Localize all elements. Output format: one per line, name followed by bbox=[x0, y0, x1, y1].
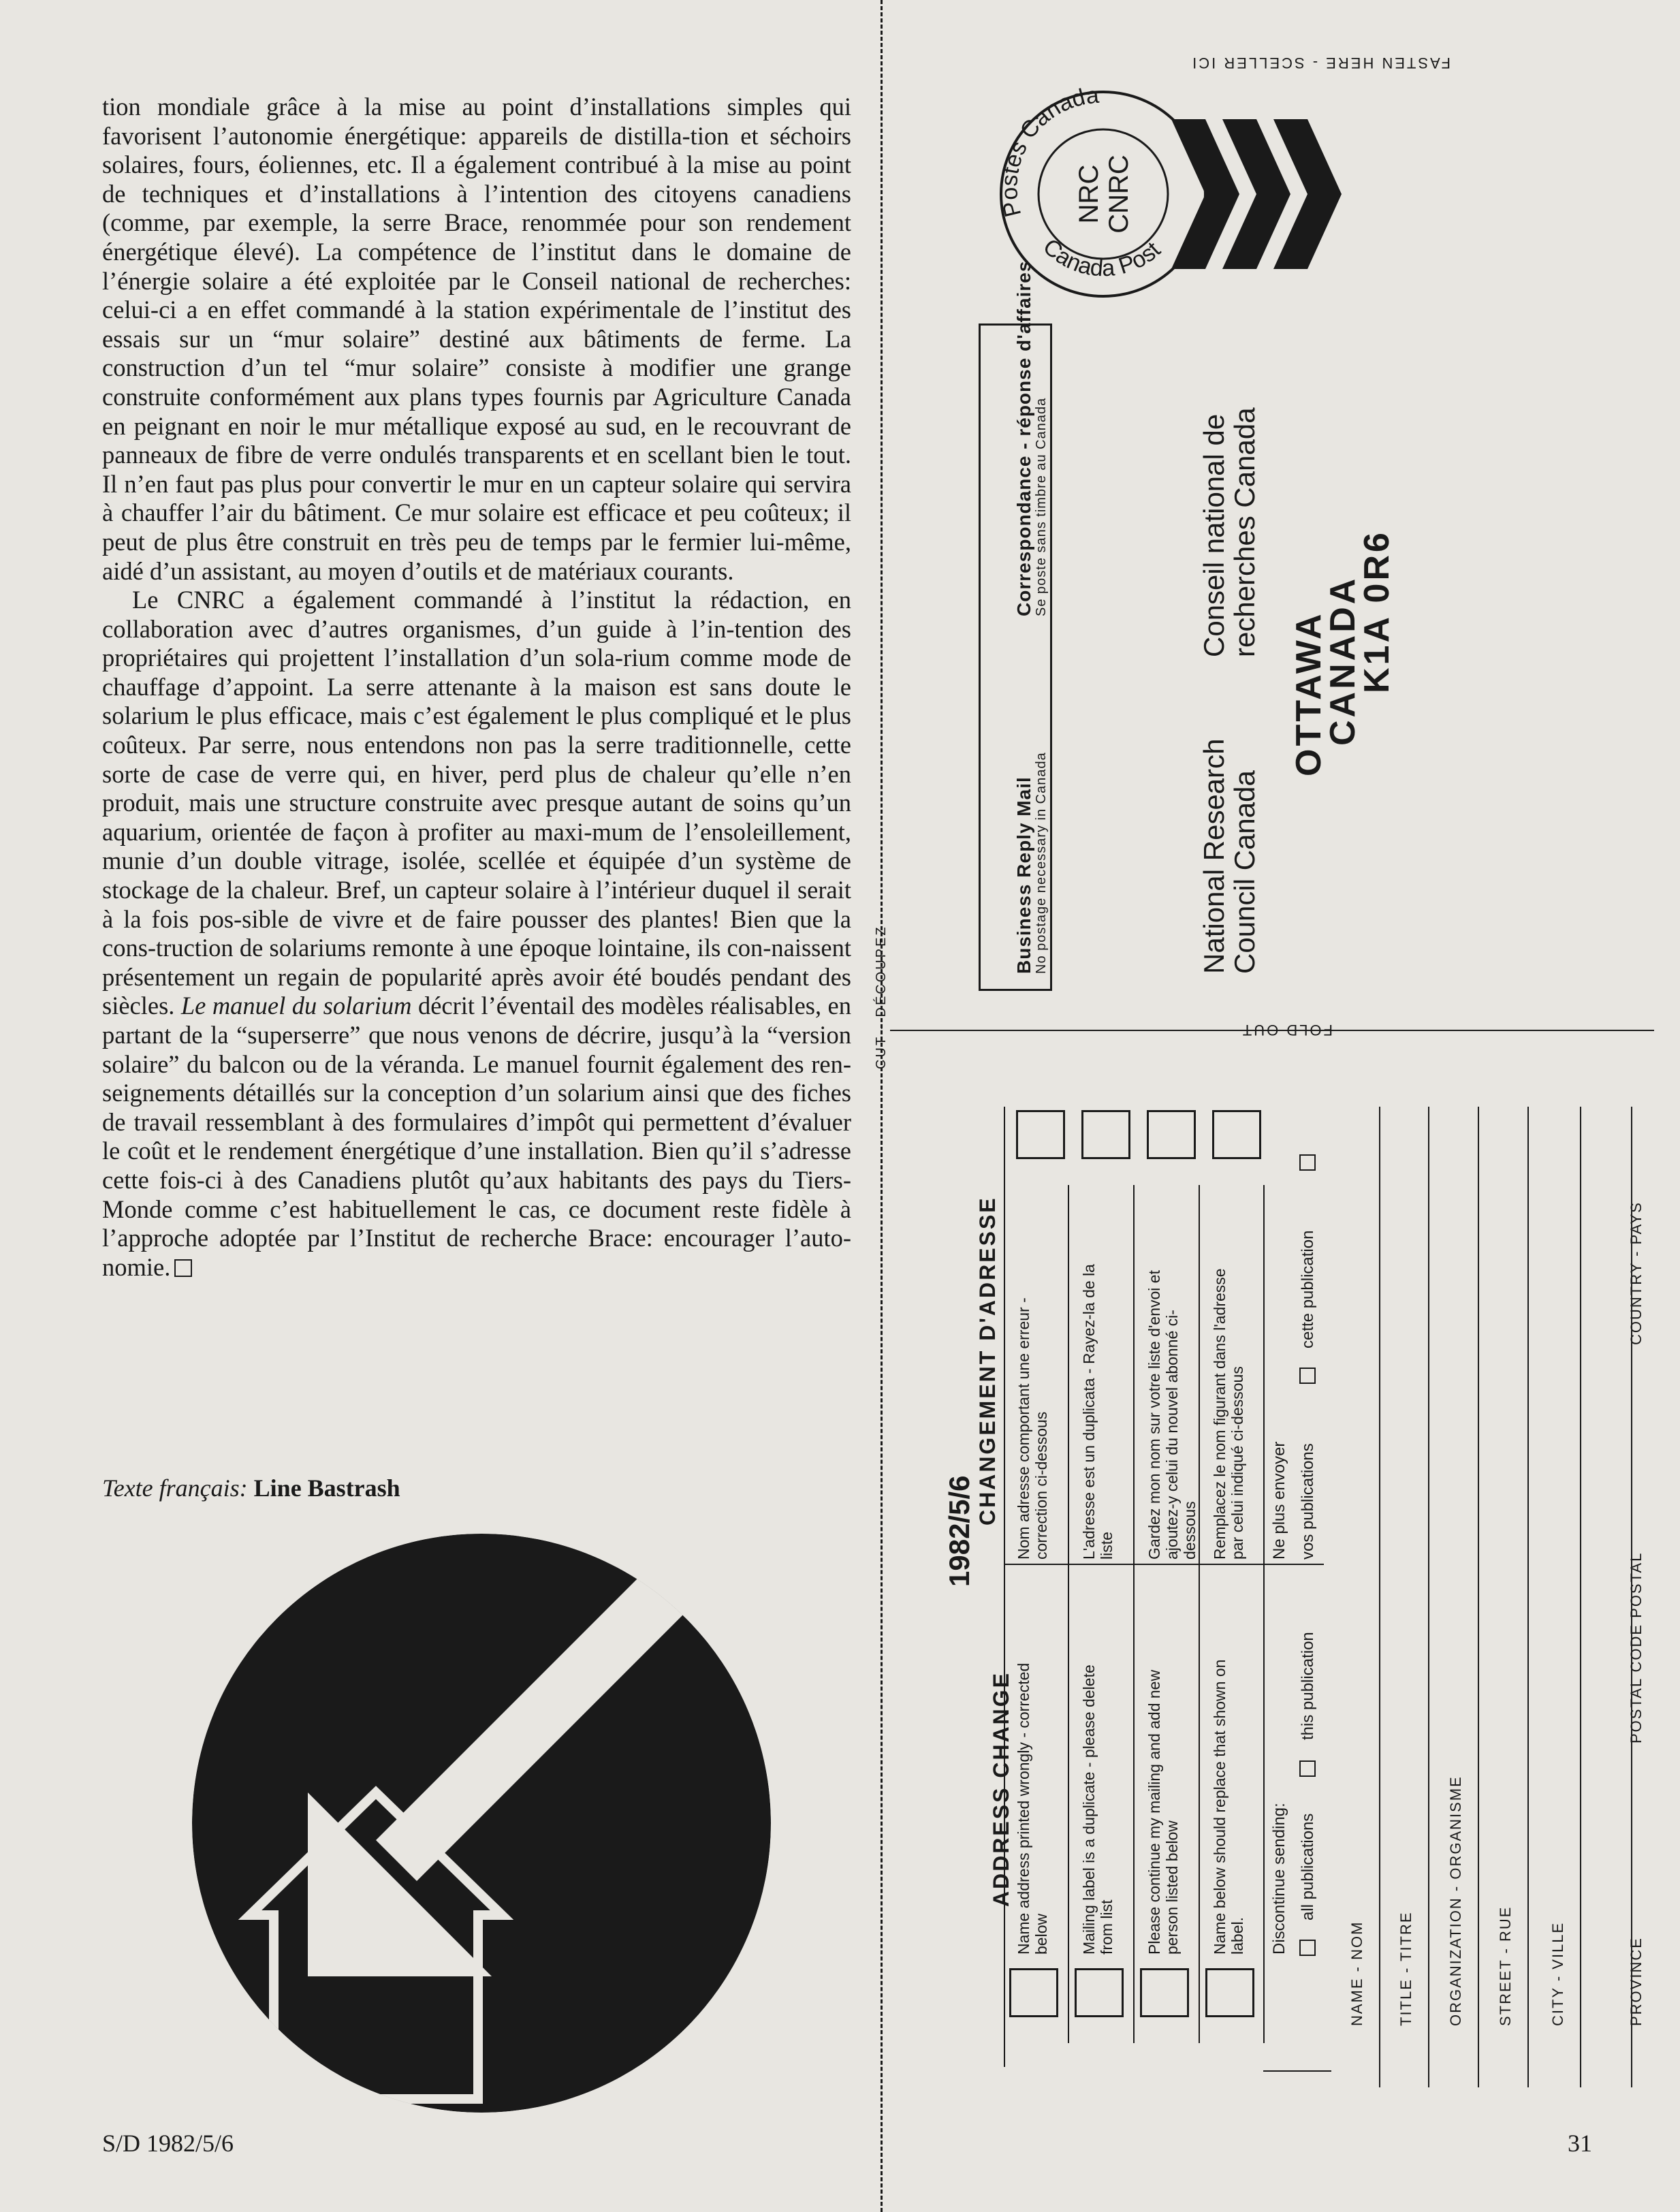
field-city-line[interactable] bbox=[1580, 1107, 1581, 2087]
checkbox-all-publications[interactable] bbox=[1299, 1940, 1316, 1956]
stamp-nrc: NRC bbox=[1074, 164, 1104, 224]
paragraph-2-part-2: décrit l’éventail des modèles réalisables, en partant de la “superserre” que nous venons de décrire, jusqu’à la “version solaire” du balcon ou de la véranda. Le manuel fournit également des ren-seignements détaillés sur la conception d’un solarium ainsi que des fiches de travail ressemblant à des formulaires d’impôt qui permettent d’évaluer le coût et le rendement énergétique d’une installation. Bien qu’il s’adresse cette fois-ci à des Canadiens plutôt qu’aux habitants des pays du Tiers-Monde comme c’est habituellement le cas, ce document reste fidèle à l’approche adoptée par l’Institut de recherche Brace: encourager l’auto-nomie. bbox=[102, 992, 852, 1281]
checkbox-fr-remplacez[interactable] bbox=[1212, 1110, 1261, 1159]
checkbox-printed-wrongly[interactable] bbox=[1009, 1968, 1058, 2017]
checkbox-replace-name[interactable] bbox=[1205, 1968, 1254, 2017]
checkbox-continue-add[interactable] bbox=[1140, 1968, 1189, 2017]
page-number: 31 bbox=[1568, 2130, 1592, 2157]
option-divider-2 bbox=[1133, 1185, 1135, 2043]
field-street-line[interactable] bbox=[1527, 1107, 1529, 2087]
checkbox-fr-duplicata[interactable] bbox=[1081, 1110, 1130, 1159]
field-org-line[interactable] bbox=[1478, 1107, 1479, 2087]
form-divider bbox=[1004, 1107, 1005, 2067]
option-divider-3 bbox=[1199, 1185, 1200, 2043]
postmark-stamp bbox=[987, 78, 1376, 310]
form-base-line bbox=[1263, 2070, 1331, 2072]
checkbox-fr-erreur[interactable] bbox=[1016, 1110, 1065, 1159]
stamp-cnrc: CNRC bbox=[1104, 155, 1134, 234]
chevrons-icon bbox=[1171, 119, 1342, 269]
checkbox-vos-publications[interactable] bbox=[1299, 1368, 1316, 1384]
credit-name: Line Bastrash bbox=[253, 1474, 400, 1502]
field-title-line[interactable] bbox=[1428, 1107, 1429, 2087]
option-divider-1 bbox=[1068, 1185, 1069, 2043]
option-divider-4 bbox=[1263, 1185, 1265, 2043]
checkbox-cette-publication[interactable] bbox=[1299, 1154, 1316, 1171]
cut-line bbox=[881, 0, 883, 2212]
solar-house-logo bbox=[192, 1534, 771, 2113]
translation-credit bbox=[102, 1474, 400, 1502]
checkbox-fr-gardez[interactable] bbox=[1147, 1110, 1196, 1159]
paragraph-1: tion mondiale grâce à la mise au point d’installations simples qui favorisent l’autonomie énergétique: appareils de distilla-tion et séchoirs solaires, fours, éoliennes, etc. Il a également contribué à la mise au point de techniques et d’installations à l’intention des citoyens canadiens (comme, par exemple, la serre Brace, renommée pour son rendement énergétique élevé). La compétence de l’institut dans le domaine de l’énergie solaire a été exploitée par le Conseil national de recherches: celui-ci a en effet commandé à la station expérimentale de l’institut des essais sur un “mur solaire” destiné aux bâtiments de ferme. La construction d’un tel “mur solaire” consiste à modifier une grange construite conformément aux plans types fournis par Agriculture Canada en peignant en noir le mur métallique exposé au sud, en le recouvrant de panneaux de fibre de verre ondulés transparents et en scellant bien le tout. Il n’en faut pas plus pour convertir le mur en un capteur solaire qui servira à chauffer l’air du bâtiment. Ce mur solaire est efficace et peu coûteux; il peut de plus être construit en très peu de temps par le fermier lui-même, aidé d’un assistant, au moyen d’outils et de matériaux courants. bbox=[102, 93, 851, 585]
checkbox-duplicate[interactable] bbox=[1075, 1968, 1124, 2017]
article-body bbox=[102, 93, 851, 1282]
credit-label: Texte français: bbox=[102, 1474, 248, 1502]
book-title: Le manuel du solarium bbox=[180, 992, 412, 1020]
paragraph-2-part-1: Le CNRC a également commandé à l’institut la rédaction, en collaboration avec d’autres organismes, d’un guide à l’in-tention des propriétaires qui projettent l’installation d’un sola-rium comme mode de chauffage d’appoint. La serre attenante à la maison est sans doute le solarium le plus efficace, mais c’est également le plus compliqué et le plus coûteux. Par serre, nous entendons non pas la serre traditionnelle, cette sorte de case de verre qui, en hiver, perd plus de chaleur qu’elle n’en produit, mais une structure construite avec presque autant de soins qu’un aquarium, orientée de façon à profiter au maxi-mum de l’ensoleillement, munie d’un double vitrage, isolée, scellée et équipée d’un système de stockage de la chaleur. Bref, un capteur solaire à l’intérieur duquel il serait à la fois pos-sible de vivre et de faire pousser des plantes! Bien que la cons-truction de solariums remonte à une époque lointaine, ils con-naissent présentement un regain de popularité après avoir été boudés pendant des siècles. bbox=[102, 586, 851, 1020]
paragraph-2 bbox=[102, 586, 851, 1282]
checkbox-this-publication[interactable] bbox=[1299, 1760, 1316, 1777]
stamp-ring-bottom: Canada Post bbox=[1038, 234, 1166, 282]
stamp-ring-top: Postes Canada bbox=[996, 82, 1100, 220]
issue-footer: S/D 1982/5/6 bbox=[102, 2130, 234, 2157]
field-name-line[interactable] bbox=[1379, 1107, 1380, 2087]
end-mark-icon bbox=[174, 1259, 192, 1277]
form-mid-divider bbox=[1004, 1564, 1324, 1565]
